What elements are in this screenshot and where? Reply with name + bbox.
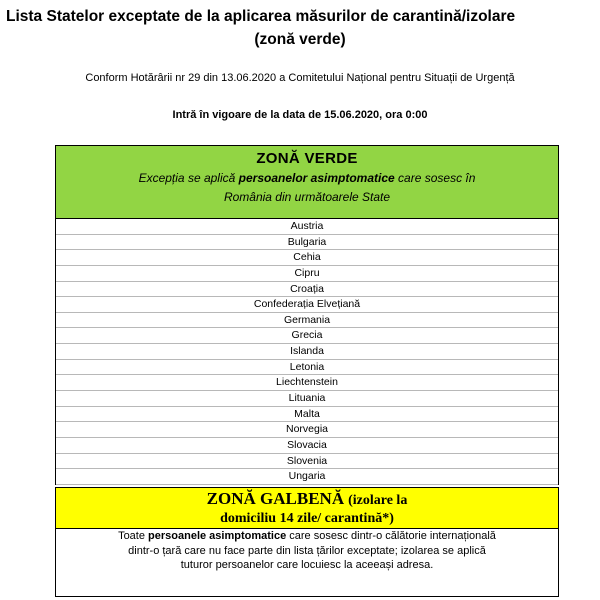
yellow-zone-heading: ZONĂ GALBENĂ <box>206 489 345 508</box>
green-desc-line2: România din următoarele State <box>223 190 391 204</box>
subtitle: Conform Hotărârii nr 29 din 13.06.2020 a Comitetului Național pentru Situații de Urgență <box>85 72 515 84</box>
green-desc-suffix: care sosesc în <box>394 171 476 185</box>
country-row: Germania <box>56 313 558 329</box>
country-row: Ungaria <box>56 469 558 485</box>
country-row: Lituania <box>56 391 558 407</box>
country-row: Norvegia <box>56 422 558 438</box>
title-line-2: (zonă verde) <box>254 31 346 48</box>
country-row: Slovenia <box>56 454 558 470</box>
yellow-body-bold: persoanele asimptomatice <box>148 530 287 542</box>
country-list <box>55 219 559 485</box>
green-desc-prefix: Excepția se aplică <box>138 171 239 185</box>
country-row: Grecia <box>56 328 558 344</box>
yellow-body-prefix: Toate <box>118 530 149 542</box>
title-line-1: Lista Statelor exceptate de la aplicarea măsurilor de carantină/izolare <box>6 8 516 25</box>
country-row: Cipru <box>56 266 558 282</box>
country-row: Austria <box>56 219 558 235</box>
country-row: Islanda <box>56 344 558 360</box>
effective-date: Intră în vigoare de la data de 15.06.2020, ora 0:00 <box>172 109 428 121</box>
country-row: Malta <box>56 407 558 423</box>
yellow-body-line3: tuturor persoanelor care locuiesc la aceeași adresa. <box>180 559 434 571</box>
country-row: Cehia <box>56 250 558 266</box>
green-zone-header <box>55 145 559 219</box>
yellow-heading-line1 <box>56 490 558 510</box>
yellow-body-line1-rest: care sosesc dintr-o călătorie internațională <box>286 530 496 542</box>
green-zone-heading: ZONĂ VERDE <box>256 150 358 167</box>
yellow-zone-body <box>55 529 559 597</box>
country-row: Croația <box>56 282 558 298</box>
yellow-zone-header <box>55 487 559 529</box>
country-row: Letonia <box>56 360 558 376</box>
country-row: Slovacia <box>56 438 558 454</box>
green-zone-description <box>56 169 558 207</box>
country-row: Liechtenstein <box>56 375 558 391</box>
yellow-zone-heading-line2: domiciliu 14 zile/ carantină*) <box>220 511 394 526</box>
yellow-body-line2: dintr-o țară care nu face parte din lista țărilor exceptate; izolarea se aplică <box>128 544 486 557</box>
green-desc-bold: persoanelor asimptomatice <box>238 171 395 185</box>
country-row: Confederația Elvețiană <box>56 297 558 313</box>
country-row: Bulgaria <box>56 235 558 251</box>
yellow-zone-heading-small: (izolare la <box>348 493 408 508</box>
